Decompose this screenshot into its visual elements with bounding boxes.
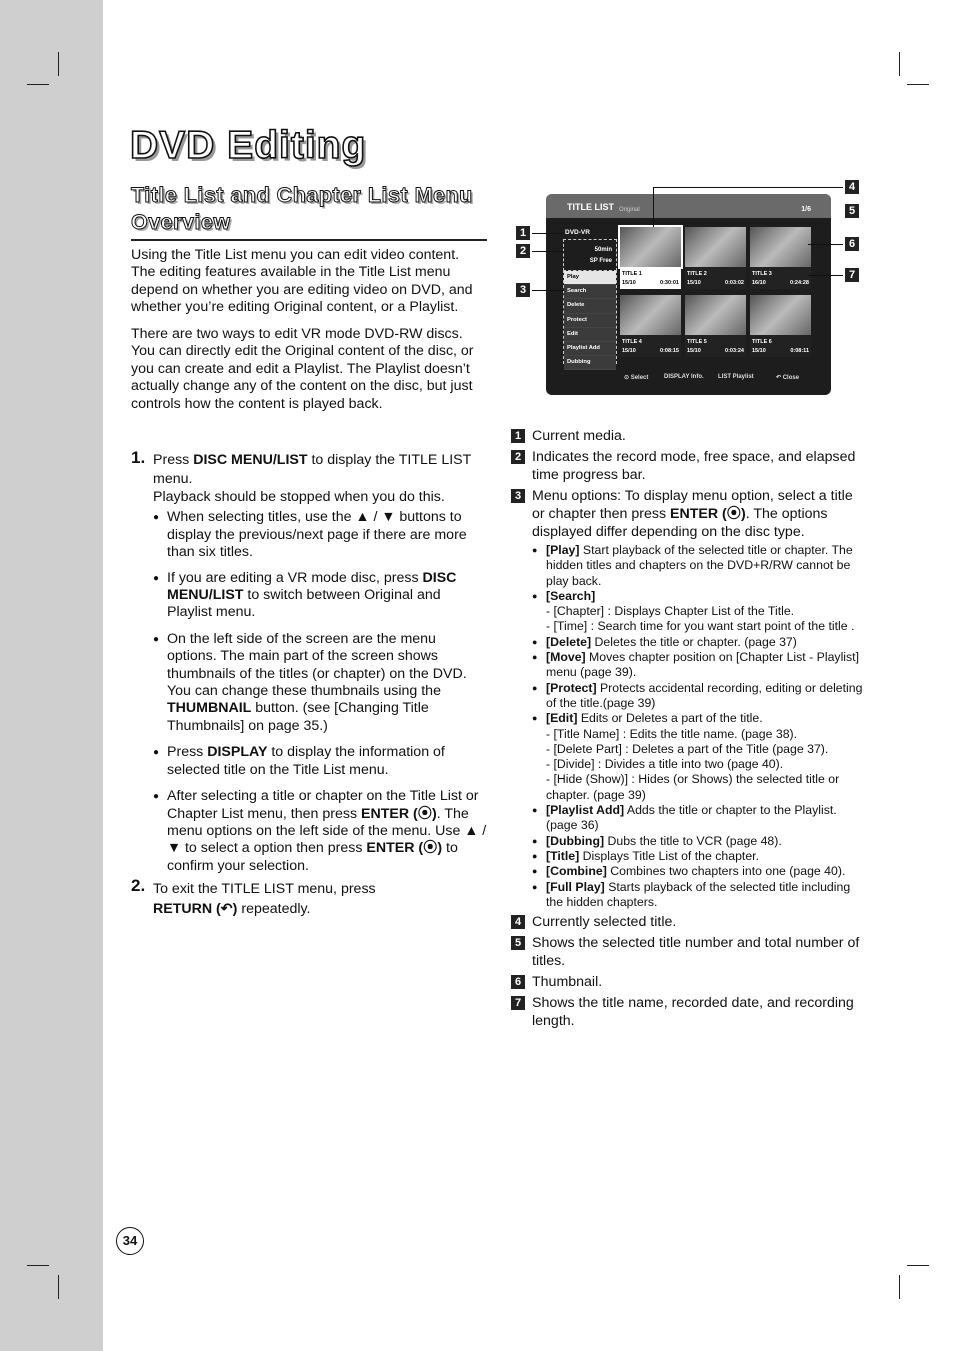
bullet: [153, 631, 487, 735]
leader-line: [532, 233, 564, 234]
leader-line: [808, 244, 843, 245]
bullet: [153, 509, 487, 561]
legend-item-2: [511, 448, 867, 484]
key-label: DISPLAY: [207, 744, 268, 761]
legend-text: Thumbnail.: [532, 974, 603, 991]
option-text: Deletes the title or chapter. (page 37): [594, 634, 797, 649]
page-title: DVD Editing: [130, 124, 367, 167]
thumbnail-image: [685, 295, 746, 335]
screen-media: DVD-VR: [565, 229, 590, 236]
step-note: Playback should be stopped when you do this.: [153, 489, 445, 505]
thumbnail-image: [750, 227, 811, 267]
option-sub: - [Divide] : Divides a title into two (page 40).: [546, 757, 784, 772]
thumb-name: TITLE 2: [687, 271, 707, 277]
crop-mark: [27, 1265, 49, 1266]
section-heading: Title List and Chapter List Menu Overview: [131, 182, 487, 241]
bullet-text: On the left side of the screen are the menu options. The main part of the screen shows thumbnails of the titles (or chapter) on the DVD. You can change these thumbnails using the: [167, 630, 467, 700]
thumbnail[interactable]: [750, 295, 811, 357]
crop-mark: [907, 1265, 929, 1266]
option-key: [Delete]: [546, 634, 592, 649]
crop-mark: [899, 52, 900, 76]
leader-line: [532, 290, 564, 291]
option-text: Displays Title List of the chapter.: [582, 848, 760, 863]
menu-playlist-add[interactable]: Playlist Add: [564, 342, 616, 356]
option-text: Edits or Deletes a part of the title.: [580, 711, 763, 726]
thumbnail-image: [685, 227, 746, 267]
step-2: [131, 876, 487, 919]
thumb-name: TITLE 4: [622, 339, 642, 345]
legend-item-4: [511, 913, 867, 931]
screen-free: SP Free: [589, 258, 612, 264]
legend-item-5: [511, 934, 867, 970]
key-label: THUMBNAIL: [167, 700, 252, 717]
step-text: repeatedly.: [241, 901, 311, 917]
bullet-text: to display the information of selected title on the Title List menu.: [167, 744, 445, 778]
key-label: ENTER (⦿): [670, 506, 746, 522]
leader-line: [653, 187, 654, 227]
thumb-time: 0:30:01: [660, 280, 679, 286]
option-text: Combines two chapters into one (page 40).: [610, 864, 846, 879]
bullet: [153, 788, 487, 875]
option-key: [Search]: [546, 588, 596, 603]
option-text: Dubs the title to VCR (page 48).: [607, 833, 782, 848]
crop-mark: [58, 52, 59, 76]
callout-3: 3: [516, 283, 530, 297]
option-key: [Play]: [546, 543, 580, 557]
step-text: to display the TITLE LIST menu.: [153, 452, 472, 487]
screen-menu: [563, 270, 617, 364]
thumb-time: 0:03:02: [725, 280, 744, 286]
leader-line: [808, 275, 843, 276]
option-text: Start playback of the selected title or chapter. The hidden titles and chapters on the DVD+R/RW cannot be play back.: [546, 543, 853, 588]
menu-edit[interactable]: Edit: [564, 328, 616, 342]
thumb-date: 15/10: [752, 348, 766, 354]
thumbnail-image: [620, 227, 681, 267]
footer-select: ⊙ Select: [624, 375, 649, 381]
option-sub: - [Title Name] : Edits the title name. (page 38).: [546, 726, 798, 741]
thumb-time: 0:03:24: [725, 348, 744, 354]
intro-paragraph-2: There are two ways to edit VR mode DVD-RW discs. You can directly edit the Original content of the disc, or you can create and edit a Playlist. The Playlist doesn’t actually change any of the content on the disc, but just controls how the content is played back.: [131, 326, 474, 412]
page-number: 34: [116, 1227, 144, 1255]
callout-4: 4: [845, 180, 859, 194]
legend-item-1: [511, 427, 867, 445]
legend: [511, 427, 867, 1033]
footer-close: ↶ Close: [776, 375, 800, 381]
legend-number: 2: [511, 450, 525, 464]
legend-text: Current media.: [532, 428, 626, 444]
legend-text: Shows the title name, recorded date, and recording length.: [532, 995, 854, 1030]
thumb-date: 15/10: [622, 348, 636, 354]
legend-number: 1: [511, 429, 525, 443]
crop-mark: [27, 84, 49, 85]
thumb-date: 15/10: [687, 280, 701, 286]
bullet-text: to switch between Original and Playlist menu.: [167, 587, 441, 621]
thumb-time: 0:08:15: [660, 348, 679, 354]
key-label: DISC MENU/LIST: [167, 569, 457, 604]
legend-number: 6: [511, 975, 525, 989]
page-sidebar: [0, 0, 103, 1351]
thumb-time: 0:24:28: [790, 280, 809, 286]
thumb-name: TITLE 3: [752, 271, 772, 277]
legend-item-6: [511, 973, 867, 991]
callout-7: 7: [845, 268, 859, 282]
step-number: 2.: [131, 876, 146, 895]
legend-number: 5: [511, 936, 525, 950]
callout-6: 6: [845, 237, 859, 251]
step-text: Press: [153, 452, 190, 468]
callout-2: 2: [516, 244, 530, 258]
bullet-text: After selecting a title or chapter on the Title List or Chapter List menu, then press: [167, 788, 479, 822]
legend-text: Shows the selected title number and total number of titles.: [532, 935, 860, 970]
thumbnail[interactable]: [620, 295, 681, 357]
crop-mark: [58, 1275, 59, 1299]
option-sub: - [Time] : Search time for you want start point of the title .: [546, 619, 855, 634]
menu-search[interactable]: Search: [564, 285, 616, 299]
screen-minutes: 50min: [594, 247, 612, 253]
bullet-text: If you are editing a VR mode disc, press: [167, 569, 419, 586]
legend-number: 4: [511, 915, 525, 929]
bullet-text: button. (see [Changing Title Thumbnails] on page 35.): [167, 700, 429, 734]
option-sub: - [Chapter] : Displays Chapter List of the Title.: [546, 604, 795, 619]
legend-text: Currently selected title.: [532, 914, 677, 931]
option-key: [Combine]: [546, 864, 607, 879]
legend-text: . The options displayed differ depending on the disc type.: [532, 506, 828, 540]
option-text: Starts playback of the selected title including the hidden chapters.: [546, 879, 851, 909]
legend-item-3: [511, 487, 867, 910]
key-label: DISC MENU/LIST: [193, 452, 308, 468]
legend-number: 7: [511, 996, 525, 1010]
bullet-text: to confirm your selection.: [167, 840, 458, 874]
title-list-screenshot: [546, 194, 831, 395]
option-key: [Edit]: [546, 711, 578, 726]
bullet: [153, 570, 487, 622]
option-key: [Move]: [546, 650, 586, 665]
legend-item-7: [511, 994, 867, 1030]
bullet-text: When selecting titles, use the ▲ / ▼ buttons to display the previous/next page if there are more than six titles.: [167, 509, 467, 561]
option-sub: - [Hide (Show)] : Hides (or Shows) the selected title or chapter. (page 39): [546, 772, 840, 802]
thumb-date: 16/10: [752, 280, 766, 286]
leader-line: [653, 187, 843, 188]
thumbnail[interactable]: [750, 227, 811, 289]
crop-mark: [899, 1275, 900, 1299]
key-label: ENTER (⦿): [361, 805, 437, 822]
thumbnail[interactable]: [685, 295, 746, 357]
thumb-date: 15/10: [687, 348, 701, 354]
option-key: [Full Play]: [546, 879, 605, 894]
option-text: Protects accidental recording, editing or deleting of the title.(page 39): [546, 680, 863, 710]
step-1: [131, 448, 487, 875]
menu-protect[interactable]: Protect: [564, 314, 616, 328]
intro-paragraph-1: Using the Title List menu you can edit video content. The editing features available in the Title List menu depend on whether you are editing video on DVD, and whether you’re editing Original content, or a Playlist.: [131, 247, 473, 316]
thumb-name: TITLE 1: [622, 271, 642, 277]
screen-title: TITLE LIST: [567, 202, 614, 212]
legend-number: 3: [511, 489, 525, 503]
step-number: 1.: [131, 448, 146, 467]
bullet-text: . The menu options on the left side of the menu. Use ▲ / ▼ to select a option then press: [167, 805, 487, 857]
thumb-time: 0:08:11: [790, 348, 809, 354]
footer-info: DISPLAY Info.: [664, 374, 704, 380]
menu-play[interactable]: Play: [564, 271, 616, 285]
bullet: [153, 744, 487, 779]
option-key: [Protect]: [546, 680, 597, 695]
thumbnail[interactable]: [620, 227, 681, 289]
legend-text: Indicates the record mode, free space, and elapsed time progress bar.: [532, 449, 856, 483]
menu-options-list: [532, 543, 867, 910]
screen-mode: Original: [619, 207, 640, 213]
callout-5: 5: [845, 204, 859, 218]
crop-mark: [907, 84, 929, 85]
option-key: [Playlist Add]: [546, 803, 625, 818]
option-key: [Title]: [546, 848, 580, 863]
thumbnail-image: [620, 295, 681, 335]
screen-footer: [546, 370, 831, 384]
legend-text: Menu options: To display menu option, select a title or chapter then press: [532, 488, 853, 522]
thumb-date: 15/10: [622, 280, 636, 286]
thumbnail-image: [750, 295, 811, 335]
key-label: RETURN (↶): [153, 901, 238, 917]
option-text: Adds the title or chapter to the Playlist. (page 36): [546, 803, 837, 833]
step-text: To exit the TITLE LIST menu, press: [153, 881, 376, 897]
option-text: Moves chapter position on [Chapter List - Playlist] menu (page 39).: [546, 650, 860, 680]
screen-record-info: [563, 239, 617, 271]
option-sub: - [Delete Part] : Deletes a part of the Title (page 37).: [546, 741, 829, 756]
screen-page: 1/6: [801, 206, 811, 213]
bullet-text: Press: [167, 744, 204, 761]
menu-delete[interactable]: Delete: [564, 299, 616, 313]
thumb-name: TITLE 6: [752, 339, 772, 345]
callout-1: 1: [516, 226, 530, 240]
menu-dubbing[interactable]: Dubbing: [564, 356, 616, 370]
thumb-name: TITLE 5: [687, 339, 707, 345]
leader-line: [532, 251, 564, 252]
option-key: [Dubbing]: [546, 833, 605, 848]
footer-playlist: LIST Playlist: [718, 374, 754, 380]
key-label: ENTER (⦿): [366, 840, 443, 857]
thumbnail[interactable]: [685, 227, 746, 289]
